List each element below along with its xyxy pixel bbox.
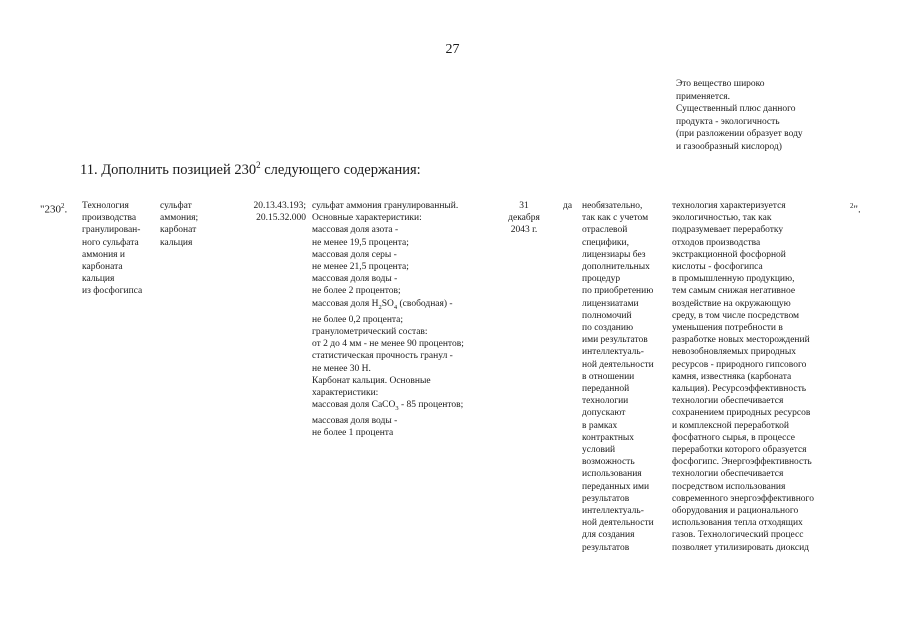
product-name: сульфат аммония; карбонат кальция [160,201,199,248]
position-open: "230 [40,203,61,216]
characteristics-part-1: сульфат аммония гранулированный. Основные характеристики: массовая доля азота - не менее 19,5 процента; массовая доля серы - не менее 21,5 процента; массовая доля воды - не более 2 процентов; массовая доля H [312,201,459,309]
technology-name: Технология производства гранулирован- ного сульфата аммония и карбоната кальция из фосфогипса [82,201,143,297]
technology-justification: технология характеризуется экологичностью, так как подразумевает переработку отходов производства экстракционной фосфорной кислоты - фосфогипса в промышленную продукцию, тем самым снижая негативное воздействие на окружающую среду, в том числе посредством уменьшения потребности в разработке новых месторождений невозобновляемых природных ресурсов - природного гипсового камня, известняка (карбоната кальция). Ресурсоэффективность технологии обеспечивается сохранением природных ресурсов и комплексной переработкой фосфатного сырья, в процессе переработки которого образуется фосфогипс. Энергоэффективность технологии обеспечивается посредством использования современного энергоэффективного оборудования и рационального использования тепла отходящих газов. Технологический процесс позволяет утилизировать диоксид [672,201,814,553]
deadline-date: 31 декабря 2043 г. [508,201,540,236]
h2so4-so: SO [381,298,394,309]
applicability-flag: да [563,201,573,211]
previous-position-note: Это вещество широко применяется. Существенный плюс данного продукта - экологичность (при разложении образует воду и газообразный кислород) [676,79,803,152]
h2so4-subscript-2: 2 [378,303,382,311]
closing-reference [850,200,870,216]
position-close: . [64,203,68,216]
heading-suffix: следующего содержания: [260,161,421,178]
caco3-subscript-3: 3 [395,405,399,413]
h2so4-subscript-4: 4 [393,303,398,311]
heading-prefix: 11. Дополнить позицией 230 [80,161,257,178]
characteristics-part-2: (свободная) - не более 0,2 процента; гранулометрический состав: от 2 до 4 мм - не менее 90 процентов; статистическая прочность гранул - не менее 30 Н. Карбонат кальция. Основные характеристики: массовая доля CaCO [312,298,464,411]
license-terms: необязательно, так как с учетом отраслевой специфики, лицензиары без дополнительных процедур по приобретению лицензиатами полномочий по созданию ими результатов интеллектуаль- ной деятельности в отношении переданной технологии допускают в рамках контрактных условий возможность использования переданных ими результатов интеллектуаль- ной деятельности для создания результатов [582,201,654,553]
product-characteristics [312,200,497,440]
closing-superscript: 2 [850,202,854,210]
closing-quote: ". [853,203,861,216]
heading-superscript: 2 [256,160,261,170]
page-number: 27 [445,42,460,57]
characteristics-part-3: - 85 процентов; массовая доля воды - не более 1 процента [312,400,464,439]
position-superscript: 2 [61,202,65,210]
amendment-heading [80,160,421,179]
position-number [40,200,72,216]
product-codes: 20.13.43.193; 20.15.32.000 [253,201,306,224]
